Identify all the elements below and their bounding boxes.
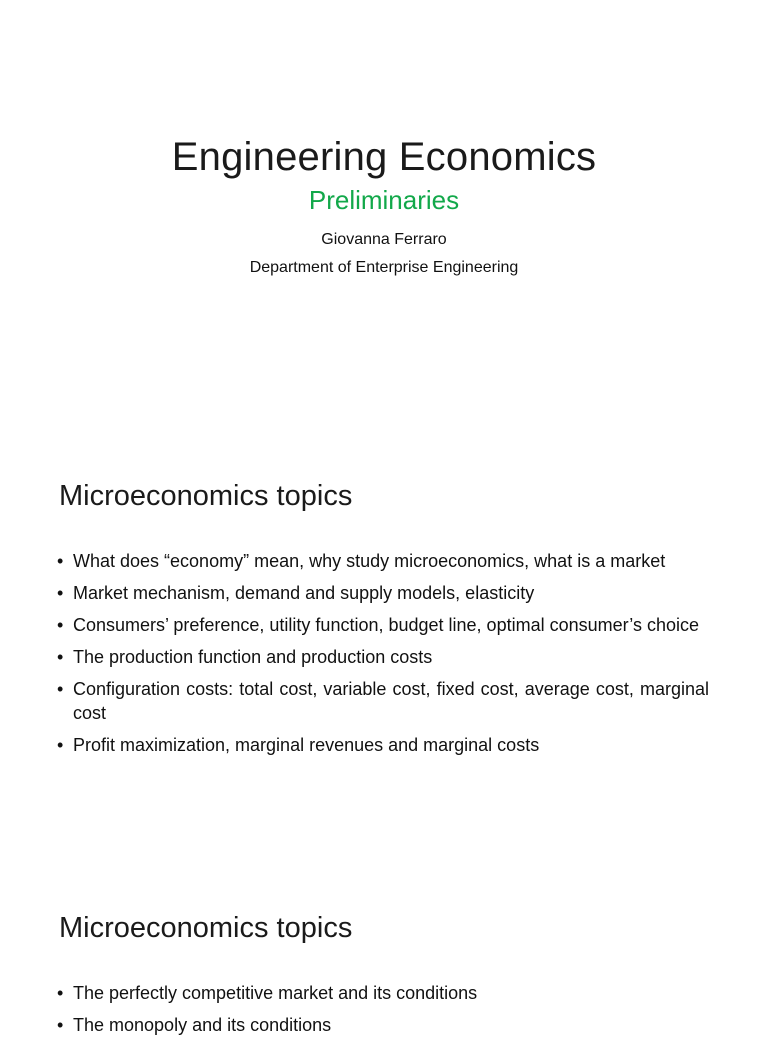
bullet-icon: •	[57, 615, 64, 635]
bullet-text: The production function and production costs	[73, 647, 433, 667]
author-name: Giovanna Ferraro	[321, 231, 447, 248]
bullet-item	[57, 613, 709, 637]
bullet-text: Profit maximization, marginal revenues and marginal costs	[73, 735, 540, 755]
bullet-text: Configuration costs: total cost, variable cost, fixed cost, average cost, marginal cost	[73, 679, 709, 723]
bullet-list	[57, 549, 709, 765]
slide-title: Engineering Economics	[171, 135, 597, 179]
bullet-icon: •	[57, 583, 64, 603]
title-slide	[0, 0, 768, 432]
bullet-text: The perfectly competitive market and its conditions	[73, 983, 478, 1003]
topics-slide-2	[0, 864, 768, 1035]
bullet-list	[57, 981, 709, 1045]
slide-heading: Microeconomics topics	[59, 912, 353, 944]
bullet-text: Market mechanism, demand and supply models, elasticity	[73, 583, 535, 603]
bullet-text: The monopoly and its conditions	[73, 1015, 332, 1035]
bullet-icon: •	[57, 679, 64, 699]
bullet-icon: •	[57, 1015, 64, 1035]
topics-slide-1	[0, 432, 768, 864]
bullet-item	[57, 1013, 709, 1037]
slide-heading: Microeconomics topics	[59, 480, 353, 512]
slide-subtitle: Preliminaries	[308, 185, 460, 215]
department-name: Department of Enterprise Engineering	[249, 259, 519, 276]
bullet-item	[57, 677, 709, 725]
bullet-item	[57, 549, 709, 573]
bullet-item	[57, 733, 709, 757]
bullet-text: What does “economy” mean, why study microeconomics, what is a market	[73, 551, 666, 571]
bullet-icon: •	[57, 647, 64, 667]
bullet-item	[57, 645, 709, 669]
bullet-icon: •	[57, 551, 64, 571]
bullet-text: Consumers’ preference, utility function, budget line, optimal consumer’s choice	[73, 615, 699, 635]
bullet-item	[57, 581, 709, 605]
bullet-icon: •	[57, 735, 64, 755]
bullet-icon: •	[57, 983, 64, 1003]
bullet-item	[57, 981, 709, 1005]
